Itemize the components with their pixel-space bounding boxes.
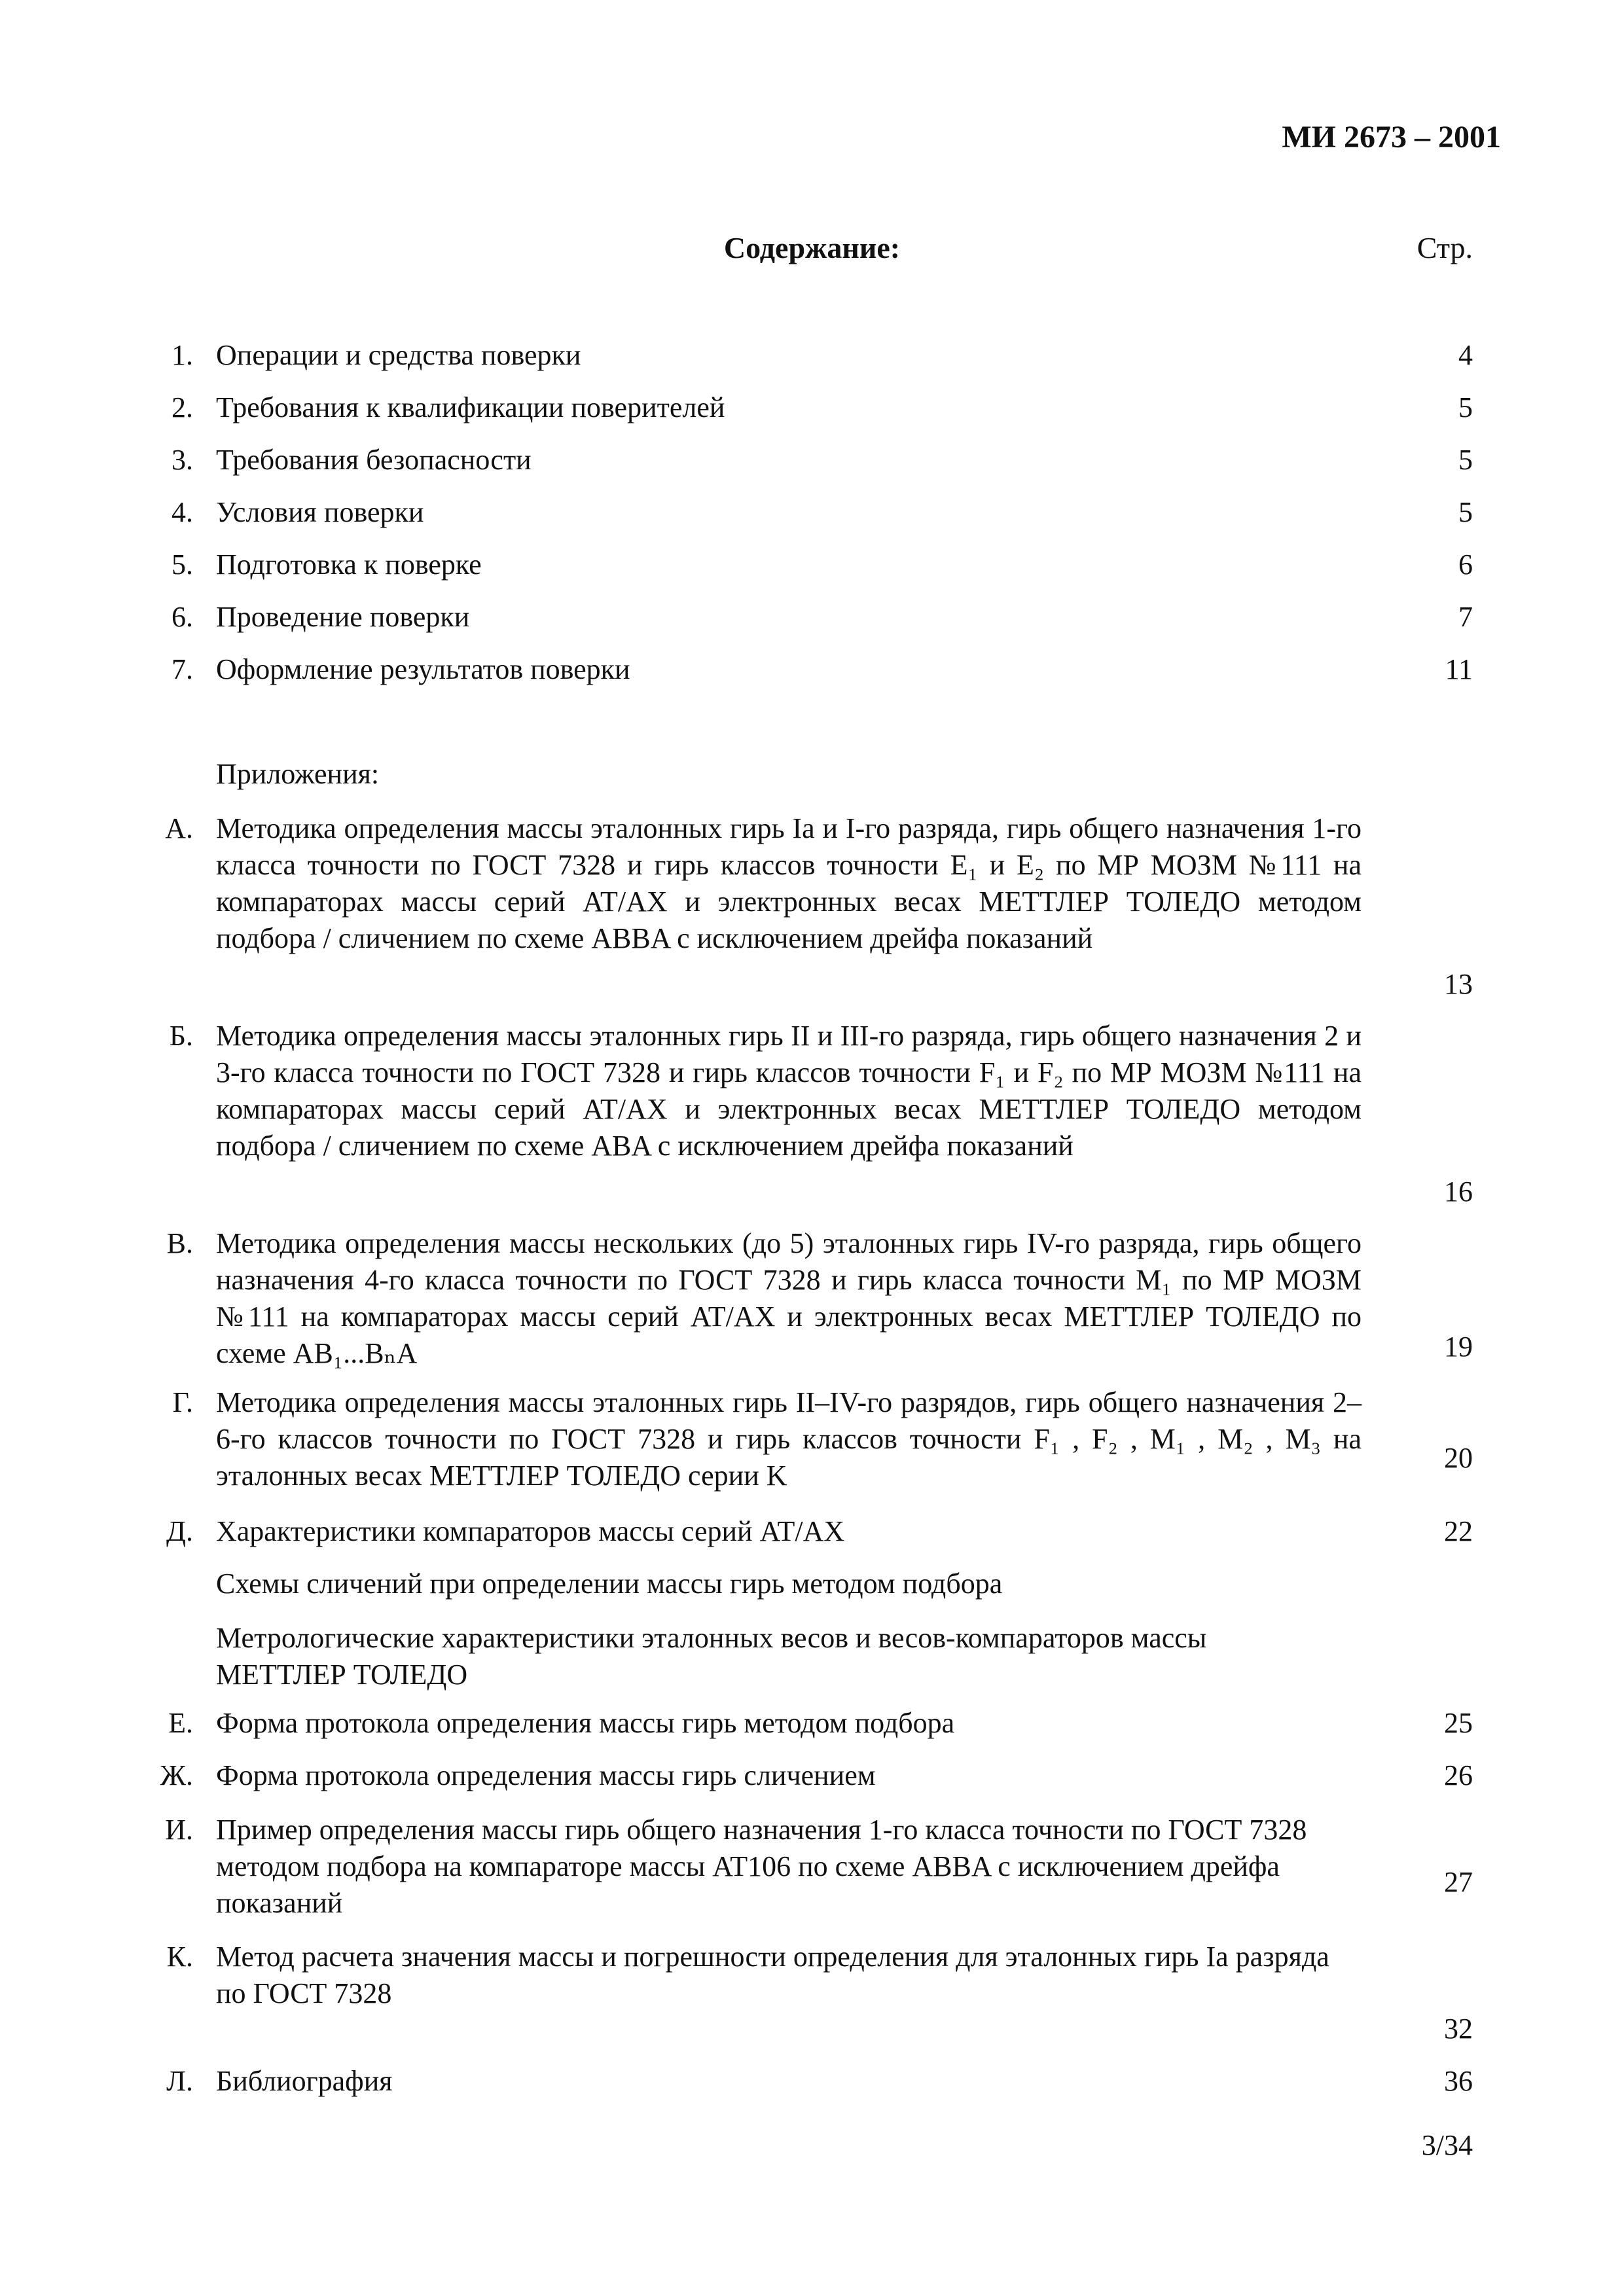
page-column-label: Стр. <box>1416 231 1473 264</box>
section-title: Операции и средства поверки <box>216 339 581 371</box>
appendix-page: 36 <box>1444 2065 1473 2097</box>
appendix-subtitle: Схемы сличений при определении массы гирь методом подбора <box>216 1568 1003 1600</box>
document-code: МИ 2673 – 2001 <box>1282 120 1501 154</box>
section-title: Требования к квалификации поверителей <box>216 391 725 423</box>
appendix-page: 22 <box>1444 1515 1473 1547</box>
section-number: 1. <box>171 339 193 371</box>
section-number: 3. <box>171 444 193 476</box>
section-title: Оформление результатов поверки <box>216 653 630 685</box>
appendix-subtitle: Метрологические характеристики эталонных весов и весов-компараторов массы МЕТТЛЕР ТОЛЕДО <box>216 1622 1207 1691</box>
section-title: Проведение поверки <box>216 601 470 633</box>
appendix-title: Форма протокола определения массы гирь методом подбора <box>216 1707 955 1739</box>
appendix-title: Метод расчета значения массы и погрешности определения для эталонных гирь Iа разряда по ГОСТ 7328 <box>216 1941 1329 2009</box>
section-number: 2. <box>171 391 193 423</box>
appendix-page: 19 <box>1444 1331 1473 1363</box>
appendix-letter: Л. <box>166 2065 193 2097</box>
section-page: 5 <box>1458 391 1473 423</box>
appendices-label: Приложения: <box>216 758 380 790</box>
section-number: 6. <box>171 601 193 633</box>
section-page: 7 <box>1458 601 1473 633</box>
section-page: 5 <box>1458 496 1473 528</box>
appendix-letter: И. <box>165 1814 193 1846</box>
appendix-page: 32 <box>1444 2013 1473 2045</box>
appendix-title: Методика определения массы эталонных гирь Iа и I-го разряда, гирь общего назначения 1-го класса точности по ГОСТ 7328 и гирь классов точности E₁ и E₂ по МР МОЗМ №111 на компараторах массы серий AT/AX и электронных весах МЕТТЛЕР ТОЛЕДО методом подбора / сличением по схеме ABBA с исключением дрейфа показаний <box>216 812 1362 954</box>
appendix-letter: В. <box>166 1227 193 1259</box>
section-page: 11 <box>1445 653 1473 685</box>
appendix-letter: Ж. <box>160 1759 193 1791</box>
section-title: Требования безопасности <box>216 444 532 476</box>
section-number: 7. <box>171 653 193 685</box>
page-number: 3/34 <box>1421 2129 1473 2161</box>
section-title: Условия поверки <box>216 496 424 528</box>
appendix-letter: Д. <box>166 1515 193 1547</box>
appendix-letter: А. <box>165 812 193 844</box>
section-title: Подготовка к поверке <box>216 548 482 581</box>
section-page: 4 <box>1458 339 1473 371</box>
appendix-letter: Г. <box>172 1386 193 1418</box>
appendix-page: 20 <box>1444 1442 1473 1474</box>
appendix-letter: Е. <box>168 1707 193 1739</box>
appendix-page: 25 <box>1444 1707 1473 1739</box>
section-page: 5 <box>1458 444 1473 476</box>
section-number: 5. <box>171 548 193 581</box>
appendix-title: Методика определения массы эталонных гирь II–IV-го разрядов, гирь общего назначения 2–6-го классов точности по ГОСТ 7328 и гирь классов точности F₁ , F₂ , M₁ , M₂ , M₃ на эталонных весах МЕТТЛЕР ТОЛЕДО серии K <box>216 1386 1362 1492</box>
appendix-page: 16 <box>1444 1175 1473 1208</box>
appendix-letter: Б. <box>169 1020 193 1052</box>
appendix-title: Библиография <box>216 2065 393 2097</box>
appendix-title: Пример определения массы гирь общего назначения 1-го класса точности по ГОСТ 7328 методом подбора на компараторе массы AT106 по схеме ABBA с исключением дрейфа показаний <box>216 1814 1307 1919</box>
appendix-page: 13 <box>1444 968 1473 1000</box>
section-number: 4. <box>171 496 193 528</box>
appendix-page: 26 <box>1444 1759 1473 1791</box>
appendix-title: Методика определения массы эталонных гирь II и III-го разряда, гирь общего назначения 2 и 3-го класса точности по ГОСТ 7328 и гирь классов точности F₁ и F₂ по МР МОЗМ №111 на компараторах массы серий AT/AX и электронных весах МЕТТЛЕР ТОЛЕДО методом подбора / сличением по схеме ABA с исключением дрейфа показаний <box>216 1020 1362 1162</box>
section-page: 6 <box>1458 548 1473 581</box>
appendix-title: Методика определения массы нескольких (до 5) эталонных гирь IV-го разряда, гирь общего назначения 4-го класса точности по ГОСТ 7328 и гирь класса точности M₁ по МР МОЗМ №111 на компараторах массы серий AT/AX и электронных весах МЕТТЛЕР ТОЛЕДО по схеме AB₁...BₙA <box>216 1227 1362 1369</box>
appendix-letter: К. <box>166 1941 193 1973</box>
toc-title: Содержание: <box>723 231 901 264</box>
appendix-title: Форма протокола определения массы гирь сличением <box>216 1759 876 1791</box>
appendix-page: 27 <box>1444 1866 1473 1898</box>
appendix-title: Характеристики компараторов массы серий AT/AX <box>216 1515 845 1547</box>
